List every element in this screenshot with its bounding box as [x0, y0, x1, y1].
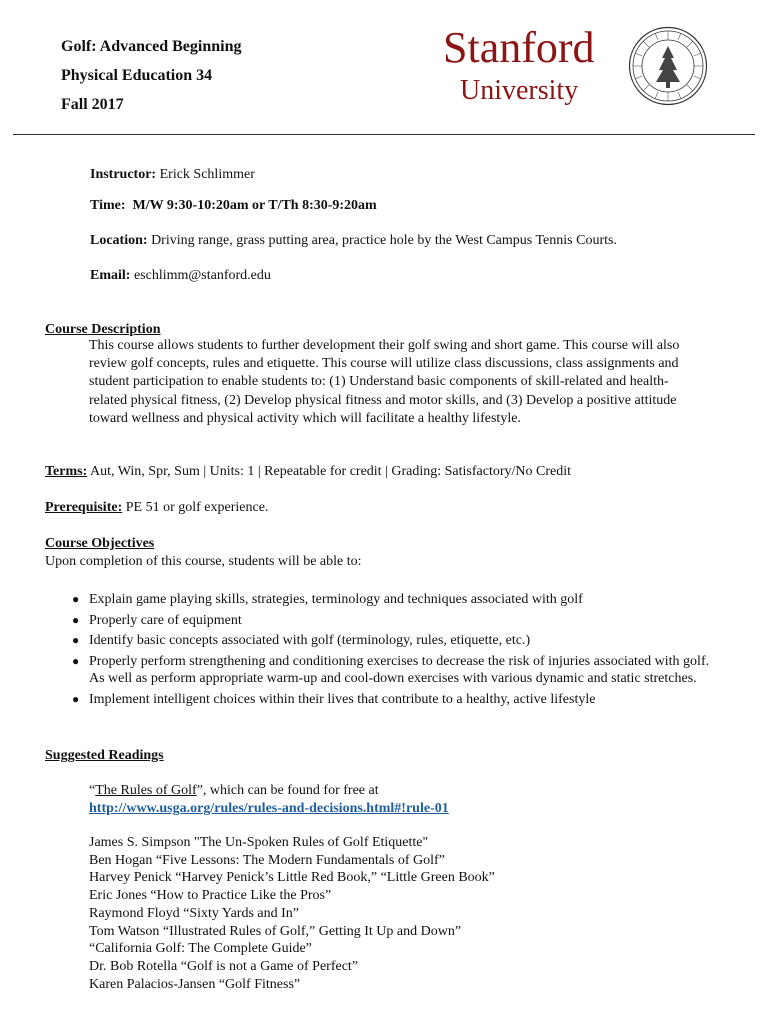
rules-of-golf-line: “The Rules of Golf”, which can be found for free at — [89, 783, 379, 798]
instructor-value: Erick Schlimmer — [159, 167, 255, 182]
location-label: Location: — [90, 233, 148, 248]
time-label: Time: — [90, 198, 126, 213]
email-value[interactable]: eschlimm@stanford.edu — [133, 268, 271, 283]
logo-word-university: University — [460, 75, 579, 106]
stanford-seal-icon — [628, 26, 708, 106]
header-divider — [13, 134, 755, 135]
suggested-readings-heading: Suggested Readings — [45, 748, 164, 763]
list-item: Raymond Floyd “Sixty Yards and In” — [89, 905, 299, 921]
list-item: ● Properly care of equipment — [72, 612, 242, 628]
list-item: Karen Palacios-Jansen “Golf Fitness” — [89, 976, 301, 992]
course-description-heading: Course Description — [45, 322, 161, 337]
rules-of-golf-title: The Rules of Golf — [95, 783, 197, 798]
email-line — [90, 267, 271, 285]
readings-list — [89, 834, 709, 993]
time-line — [90, 197, 377, 215]
course-description-text: This course allows students to further development their golf swing and short game. This course will also review golf concepts, rules and etiquette. This course will utilize class discussions, class assignments and student participation to enable students to: (1) Understand basic components of skill-related and health-related physical fitness, (2) Develop physical fitness and motor skills, and (3) Develop a positive attitude toward wellness and physical activity which will facilitate a healthy lifestyle. — [89, 338, 680, 426]
terms-label: Terms: — [45, 464, 88, 479]
prerequisite-line — [45, 499, 268, 517]
list-item: ● Implement intelligent choices within their lives that contribute to a healthy, active lifestyle — [72, 691, 596, 707]
bullet-icon: ● — [72, 653, 80, 668]
course-objectives-heading: Course Objectives — [45, 536, 155, 551]
course-term: Fall 2017 — [61, 96, 124, 113]
objectives-list — [68, 591, 718, 708]
list-item: Eric Jones “How to Practice Like the Pros” — [89, 888, 332, 904]
list-item: James S. Simpson "The Un-Spoken Rules of Golf Etiquette" — [89, 835, 429, 850]
list-item: Ben Hogan “Five Lessons: The Modern Fundamentals of Golf” — [89, 852, 445, 868]
location-line — [90, 232, 617, 250]
terms-value: Aut, Win, Spr, Sum | Units: 1 | Repeatable for credit | Grading: Satisfactory/No Credit — [90, 464, 571, 479]
list-item: ● Properly perform strengthening and conditioning exercises to decrease the risk of injuries associated with golf. As well as perform appropriate warm-up and cool-down exercises with various dynamic and static stretches. — [72, 653, 710, 686]
bullet-icon: ● — [72, 592, 80, 606]
course-title: Golf: Advanced Beginning — [61, 38, 242, 55]
list-item: Dr. Bob Rotella “Golf is not a Game of Perfect” — [89, 958, 359, 974]
bullet-icon: ● — [72, 612, 80, 627]
location-value: Driving range, grass putting area, practice hole by the West Campus Tennis Courts. — [151, 233, 617, 248]
list-item: ● Identify basic concepts associated with golf (terminology, rules, etiquette, etc.) — [72, 633, 531, 648]
list-item: Harvey Penick “Harvey Penick’s Little Red Book,” “Little Green Book” — [89, 870, 495, 886]
list-item: ● Explain game playing skills, strategies, terminology and techniques associated with golf — [72, 592, 583, 607]
time-value: M/W 9:30-10:20am or T/Th 8:30-9:20am — [132, 198, 377, 213]
list-item: “California Golf: The Complete Guide” — [89, 941, 312, 957]
instructor-line — [90, 166, 255, 184]
logo-word-stanford: Stanford — [443, 23, 595, 72]
objectives-intro: Upon completion of this course, students will be able to: — [45, 554, 362, 569]
bullet-icon: ● — [72, 633, 80, 647]
prerequisite-label: Prerequisite: — [45, 500, 123, 515]
bullet-icon: ● — [72, 691, 80, 706]
instructor-label: Instructor: — [90, 167, 157, 182]
course-number: Physical Education 34 — [61, 67, 213, 84]
email-label: Email: — [90, 268, 131, 283]
list-item: Tom Watson “Illustrated Rules of Golf,” Getting It Up and Down” — [89, 923, 462, 939]
terms-line — [45, 463, 571, 481]
usga-rules-link[interactable]: http://www.usga.org/rules/rules-and-decisions.html#!rule-01 — [89, 801, 449, 816]
prerequisite-value: PE 51 or golf experience. — [125, 500, 269, 515]
